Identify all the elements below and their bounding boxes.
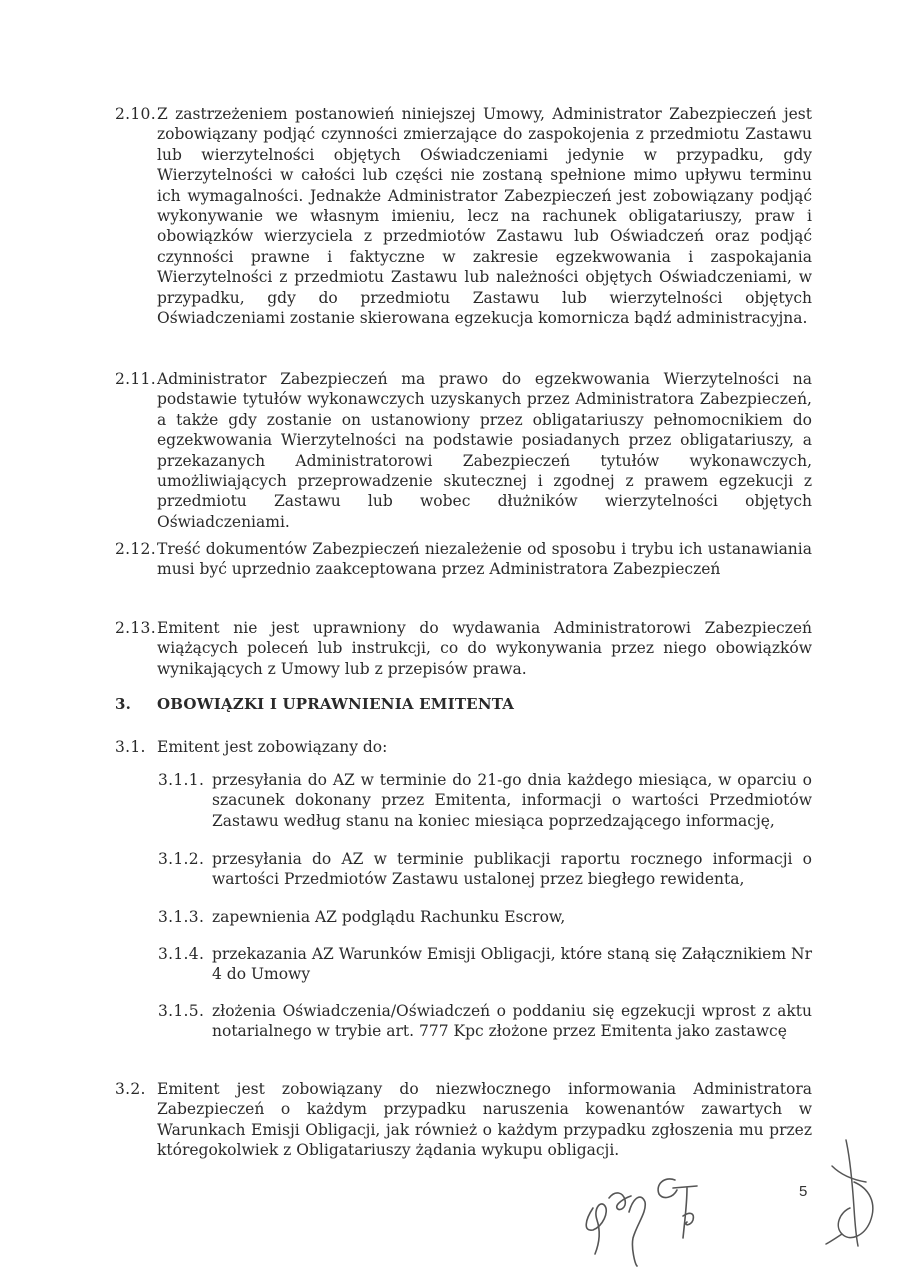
clause-3-1 xyxy=(115,737,812,757)
signature-initials-left xyxy=(575,1168,725,1268)
clause-2-13 xyxy=(115,618,812,679)
clause-text: Treść dokumentów Zabezpieczeń niezależenie od sposobu i trybu ich ustanawiania musi być uprzednio zaakceptowana przez Administratora Zabezpieczeń xyxy=(157,540,812,579)
clause-number: 2.13. xyxy=(115,619,156,637)
clause-number: 3.2. xyxy=(115,1080,146,1098)
clause-text: Emitent nie jest uprawniony do wydawania Administratorowi Zabezpieczeń wiążących poleceń lub instrukcji, co do wykonywania przez niego obowiązków wynikających z Umowy lub z przepisów prawa. xyxy=(157,619,812,678)
subclause-text: złożenia Oświadczenia/Oświadczeń o poddaniu się egzekucji wprost z aktu notarialnego w trybie art. 777 Kpc złożone przez Emitenta jako zastawcę xyxy=(212,1002,812,1041)
subclause-number: 3.1.4. xyxy=(158,945,205,963)
subclause-number: 3.1.5. xyxy=(158,1002,205,1020)
subclause-3-1-1 xyxy=(158,770,812,831)
subclause-3-1-3 xyxy=(158,907,812,927)
clause-text: Z zastrzeżeniem postanowień niniejszej Umowy, Administrator Zabezpieczeń jest zobowiązany podjąć czynności zmierzające do zaspokojenia z przedmiotu Zastawu lub wierzytelności objętych Oświadczeniami jedynie w przypadku, gdy Wierzytelności w całości lub części nie zostaną spełnione mimo upływu terminu ich wymagalności. Jednakże Administrator Zabezpieczeń jest zobowiązany podjąć wykonywanie we własnym imieniu, lecz na rachunek obligatariuszy, praw i obowiązków wierzyciela z przedmiotów Zastawu lub Oświadczeń oraz podjąć czynności prawne i faktyczne w zakresie egzekwowania i zaspokajania Wierzytelności z przedmiotu Zastawu lub należności objętych Oświadczeniami, w przypadku, gdy do przedmiotu Zastawu lub wierzytelności objętych Oświadczeniami zostanie skierowana egzekucja komornicza bądź administracyjna. xyxy=(157,105,812,328)
clause-text: Administrator Zabezpieczeń ma prawo do egzekwowania Wierzytelności na podstawie tytułów wykonawczych uzyskanych przez Administratora Zabezpieczeń, a także gdy zostanie on ustanowiony przez obligatariuszy pełnomocnikiem do egzekwowania Wierzytelności na podstawie posiadanych przez obligatariuszy, a przekazanych Administratorowi Zabezpieczeń tytułów wykonawczych, umożliwiających przeprowadzenie skutecznej i zgodnej z prawem egzekucji z przedmiotu Zastawu lub wobec dłużników wierzytelności objętych Oświadczeniami. xyxy=(157,370,812,531)
clause-2-10 xyxy=(115,104,812,328)
clause-3-2 xyxy=(115,1079,812,1161)
clause-number: 3.1. xyxy=(115,738,146,756)
subclause-number: 3.1.1. xyxy=(158,771,205,789)
section-number: 3. xyxy=(115,695,132,713)
section-heading xyxy=(115,695,514,713)
subclause-text: przekazania AZ Warunków Emisji Obligacji, które staną się Załącznikiem Nr 4 do Umowy xyxy=(212,945,812,984)
subclause-text: zapewnienia AZ podglądu Rachunku Escrow, xyxy=(212,908,566,926)
subclause-number: 3.1.2. xyxy=(158,850,205,868)
clause-text: Emitent jest zobowiązany do niezwłocznego informowania Administratora Zabezpieczeń o każdym przypadku naruszenia kowenantów zawartych w Warunkach Emisji Obligacji, jak również o każdym przypadku zgłoszenia mu przez któregokolwiek z Obligatariuszy żądania wykupu obligacji. xyxy=(157,1080,812,1160)
subclause-3-1-4 xyxy=(158,944,812,985)
clause-text: Emitent jest zobowiązany do: xyxy=(157,738,388,756)
section-title: OBOWIĄZKI I UPRAWNIENIA EMITENTA xyxy=(157,695,515,713)
page-number: 5 xyxy=(799,1183,808,1200)
clause-2-12 xyxy=(115,539,812,580)
signature-initials-right xyxy=(820,1138,890,1253)
clause-number: 2.12. xyxy=(115,540,156,558)
subclause-text: przesyłania do AZ w terminie publikacji raportu rocznego informacji o wartości Przedmiotów Zastawu ustalonej przez biegłego rewidenta, xyxy=(212,850,812,889)
clause-number: 2.10. xyxy=(115,105,156,123)
clause-2-11 xyxy=(115,369,812,532)
subclause-3-1-2 xyxy=(158,849,812,890)
subclause-number: 3.1.3. xyxy=(158,908,205,926)
subclause-3-1-5 xyxy=(158,1001,812,1042)
subclause-text: przesyłania do AZ w terminie do 21-go dnia każdego miesiąca, w oparciu o szacunek dokonany przez Emitenta, informacji o wartości Przedmiotów Zastawu według stanu na koniec miesiąca poprzedzającego informację, xyxy=(212,771,812,830)
clause-number: 2.11. xyxy=(115,370,156,388)
